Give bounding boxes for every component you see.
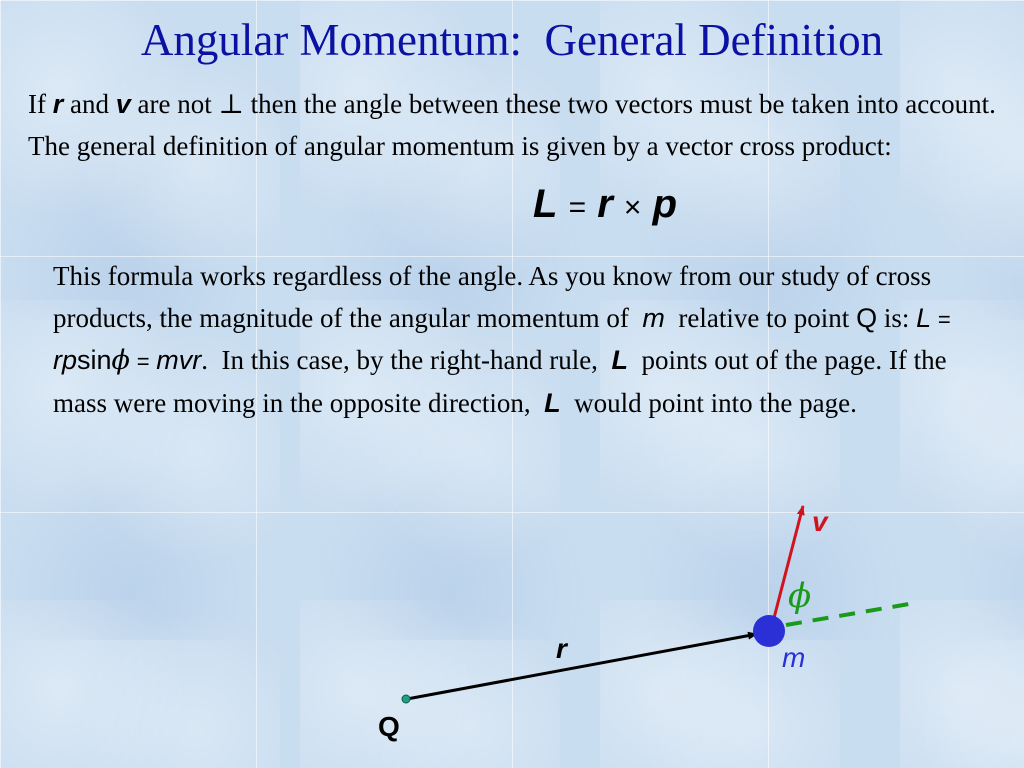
explanation-text-3: is:: [883, 302, 910, 333]
formula-p: p: [652, 182, 678, 226]
eq-rp: rp: [53, 345, 78, 375]
label-phi: ϕ: [788, 576, 812, 616]
intro-line1-rest: then the angle between these two vectors must: [250, 89, 753, 119]
perpendicular-symbol: ⊥: [218, 89, 244, 120]
label-v: v: [812, 506, 828, 537]
point-q-dot: [402, 695, 410, 703]
explanation-text-2: relative to point: [678, 302, 850, 333]
slide-title: Angular Momentum: General Definition: [140, 15, 884, 65]
formula-r: r: [597, 182, 613, 226]
eq-sin: sin: [77, 345, 112, 375]
eq-equals-1: =: [937, 306, 951, 332]
eq-L: L: [916, 302, 932, 333]
eq-period: .: [201, 345, 209, 375]
explanation-text-1: This formula works regardless of the angle. As you know from our study of cross products, the magnitude of the angular momentum of: [53, 261, 932, 333]
vector-L-1: L: [611, 345, 628, 375]
point-q-symbol: Q: [856, 302, 878, 333]
formula-cross: ×: [623, 191, 642, 224]
formula-equals: =: [568, 191, 587, 224]
position-vector-r: [407, 634, 757, 699]
vector-r: r: [52, 89, 64, 119]
word-and: and: [70, 89, 109, 119]
intro-rest: be taken into account. The general definition of angular momentum is given by a vector cross product:: [28, 89, 996, 161]
label-m: m: [782, 642, 806, 673]
explanation-text-6: would point into the page.: [574, 387, 857, 418]
label-r: r: [556, 633, 567, 664]
vector-L-2: L: [544, 387, 561, 418]
word-if: If: [28, 89, 46, 119]
eq-mvr: mvr: [156, 345, 202, 375]
label-q: Q: [378, 711, 400, 742]
mass-symbol: m: [642, 302, 665, 333]
explanation-text-5: points out of the page. If the mass were moving in the opposite direction,: [53, 345, 947, 418]
explanation-text-4: In this case, by the right-hand rule,: [221, 345, 598, 375]
mass-particle: [753, 615, 785, 647]
eq-equals-2: =: [136, 349, 150, 374]
eq-phi: ϕ: [111, 345, 130, 376]
word-are-not: are not: [137, 89, 212, 119]
vector-v: v: [115, 89, 131, 119]
formula-L: L: [533, 182, 558, 226]
